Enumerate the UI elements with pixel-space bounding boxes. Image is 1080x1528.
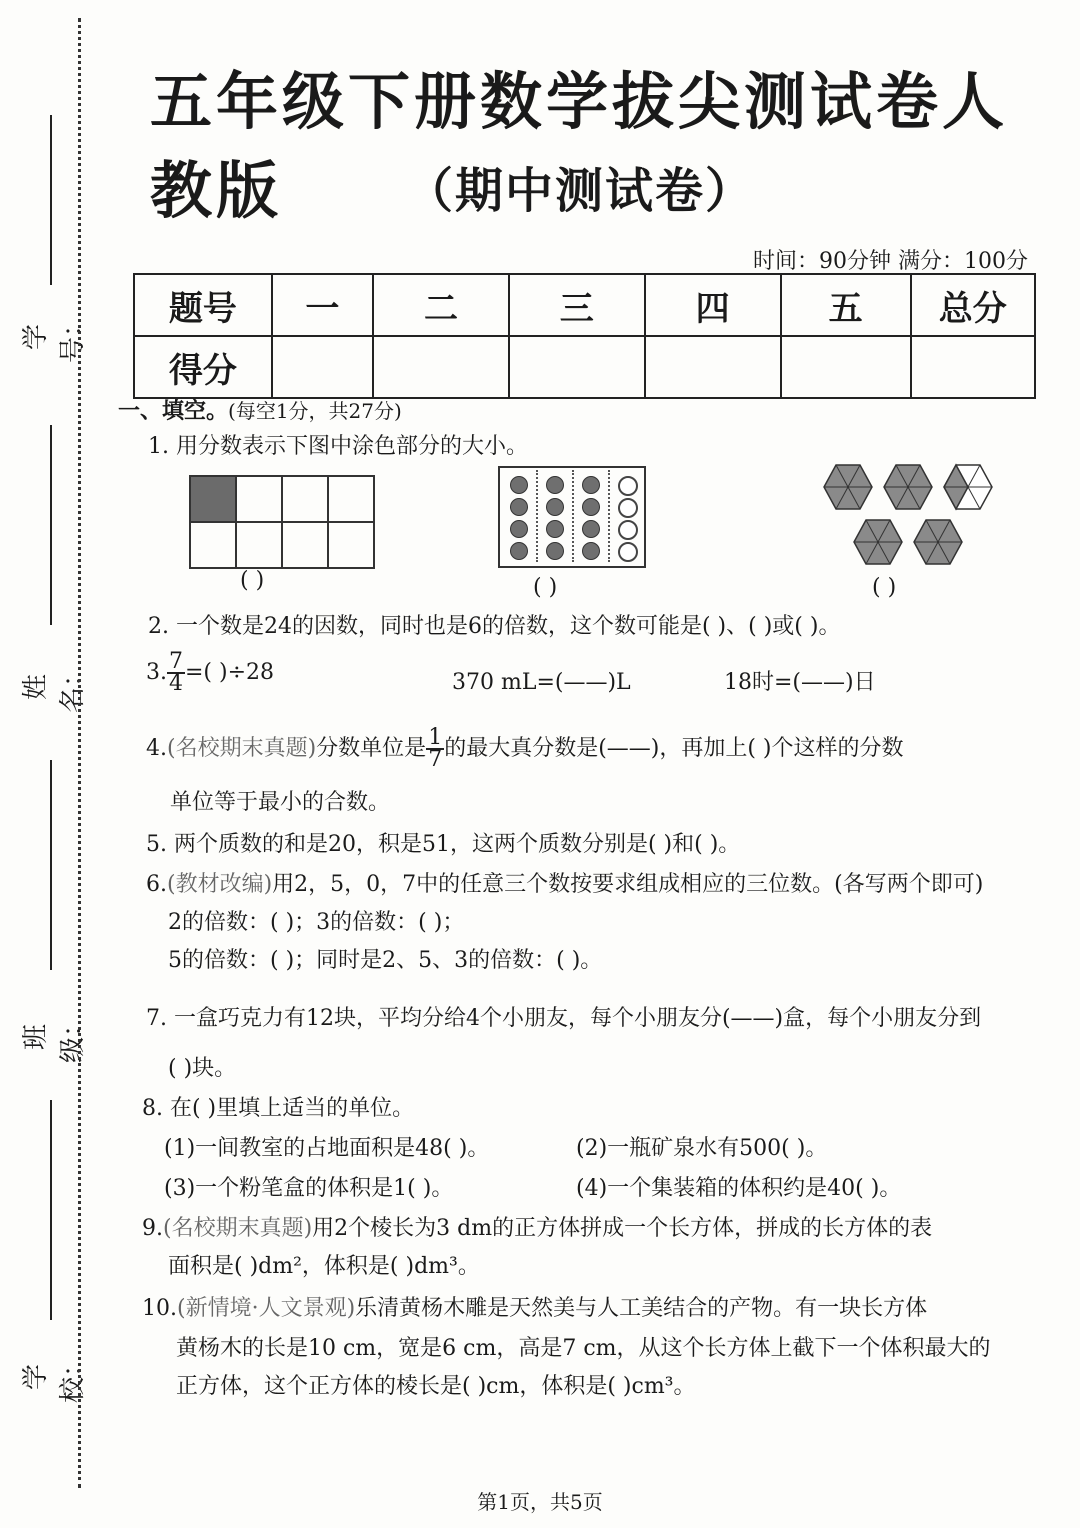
page-title: 五年级下册数学拔尖测试卷人教版 bbox=[150, 65, 1009, 227]
section-heading bbox=[118, 394, 402, 425]
section-title: 一、填空。 bbox=[118, 398, 229, 424]
filled-dot bbox=[582, 476, 600, 494]
filled-dot bbox=[546, 476, 564, 494]
question-3c: 18时=(——)日 bbox=[724, 670, 876, 695]
class-line bbox=[50, 760, 52, 970]
filled-dot bbox=[510, 520, 528, 538]
student-id-label: 学号： bbox=[21, 311, 88, 364]
q9-text: 用2个棱长为3 dm的正方体拼成一个长方体，拼成的长方体的表 bbox=[312, 1216, 933, 1241]
q9-number: 9. bbox=[142, 1216, 163, 1241]
grid-cell bbox=[282, 522, 328, 568]
score-header-label: 题号 bbox=[134, 274, 272, 336]
dots-divider bbox=[572, 470, 574, 562]
q1-answer-blank-2[interactable]: ( ) bbox=[533, 575, 558, 600]
q1-answer-blank-1[interactable]: ( ) bbox=[240, 568, 265, 593]
score-header-1: 一 bbox=[272, 274, 373, 336]
score-header-3: 三 bbox=[509, 274, 645, 336]
grid-cell bbox=[236, 522, 282, 568]
score-row-label: 得分 bbox=[134, 336, 272, 398]
fraction-grid-figure bbox=[189, 475, 375, 569]
question-10 bbox=[142, 1294, 927, 1324]
score-cell-1[interactable] bbox=[272, 336, 373, 398]
question-3b: 370 mL=(——)L bbox=[452, 670, 631, 695]
school-label: 学校： bbox=[21, 1351, 88, 1404]
score-cell-total[interactable] bbox=[911, 336, 1035, 398]
score-header-4: 四 bbox=[645, 274, 781, 336]
name-line bbox=[50, 425, 52, 625]
name-label: 姓名： bbox=[21, 661, 88, 714]
q10-note: (新情境·人文景观) bbox=[177, 1296, 356, 1321]
q4-note: (名校期末真题) bbox=[167, 736, 317, 761]
binding-dotted-line bbox=[78, 18, 81, 1488]
question-7-line2: ( )块。 bbox=[168, 1056, 237, 1081]
q4-text2: 的最大真分数是(——)，再加上( )个这样的分数 bbox=[444, 736, 904, 761]
q9-note: (名校期末真题) bbox=[163, 1216, 313, 1241]
dots-figure bbox=[498, 466, 646, 568]
score-cell-5[interactable] bbox=[781, 336, 911, 398]
score-cell-2[interactable] bbox=[373, 336, 509, 398]
filled-dot bbox=[546, 498, 564, 516]
filled-dot bbox=[546, 542, 564, 560]
score-table bbox=[133, 273, 1036, 399]
school-line bbox=[50, 1100, 52, 1320]
grid-cell bbox=[282, 476, 328, 522]
question-5: 5. 两个质数的和是20，积是51，这两个质数分别是( )和( )。 bbox=[146, 832, 741, 857]
question-9 bbox=[142, 1214, 932, 1244]
question-9-line2: 面积是( )dm²，体积是( )dm³。 bbox=[168, 1254, 480, 1279]
q10-number: 10. bbox=[142, 1296, 177, 1321]
section-points: (每空1分，共27分) bbox=[228, 399, 402, 423]
page-footer: 第1页，共5页 bbox=[477, 1490, 603, 1514]
q3-number: 3. bbox=[146, 660, 167, 685]
question-6a: 2的倍数：( )；3的倍数：( )； bbox=[168, 910, 465, 935]
grid-cell bbox=[328, 476, 374, 522]
q3-numerator: 7 bbox=[169, 649, 183, 674]
score-header-total: 总分 bbox=[911, 274, 1035, 336]
q3-fraction bbox=[167, 649, 185, 696]
q3-rest: =( )÷28 bbox=[185, 660, 275, 685]
grid-shaded-cell bbox=[190, 476, 236, 522]
question-1: 1. 用分数表示下图中涂色部分的大小。 bbox=[148, 434, 528, 459]
filled-dot bbox=[582, 542, 600, 560]
q4-denominator: 7 bbox=[428, 747, 443, 772]
filled-dot bbox=[510, 498, 528, 516]
q3-denominator: 4 bbox=[169, 671, 183, 696]
question-2: 2. 一个数是24的因数，同时也是6的倍数，这个数可能是( )、( )或( )。 bbox=[148, 614, 841, 639]
score-cell-4[interactable] bbox=[645, 336, 781, 398]
dots-divider bbox=[536, 470, 538, 562]
score-header-2: 二 bbox=[373, 274, 509, 336]
q6-note: (教材改编) bbox=[167, 872, 273, 897]
question-8-1: (1)一间教室的占地面积是48( )。 bbox=[164, 1136, 490, 1161]
question-4-line2: 单位等于最小的合数。 bbox=[170, 790, 391, 815]
dots-divider bbox=[608, 470, 610, 562]
grid-cell bbox=[190, 522, 236, 568]
q6-text: 用2，5，0，7中的任意三个数按要求组成相应的三位数。(各写两个即可) bbox=[272, 872, 984, 897]
score-header-5: 五 bbox=[781, 274, 911, 336]
grid-cell bbox=[236, 476, 282, 522]
filled-dot bbox=[582, 520, 600, 538]
question-8: 8. 在( )里填上适当的单位。 bbox=[142, 1096, 415, 1121]
grid-cell bbox=[328, 522, 374, 568]
score-cell-3[interactable] bbox=[509, 336, 645, 398]
question-10-line3: 正方体，这个正方体的棱长是( )cm，体积是( )cm³。 bbox=[176, 1374, 696, 1399]
q1-answer-blank-3[interactable]: ( ) bbox=[872, 575, 897, 600]
question-8-3: (3)一个粉笔盒的体积是1( )。 bbox=[164, 1176, 454, 1201]
question-6b: 5的倍数：( )；同时是2、5、3的倍数：( )。 bbox=[168, 948, 603, 973]
filled-dot bbox=[510, 542, 528, 560]
question-7: 7. 一盒巧克力有12块，平均分给4个小朋友，每个小朋友分(——)盒，每个小朋友分到 bbox=[146, 1006, 982, 1031]
hollow-dot bbox=[618, 520, 638, 540]
question-10-line2: 黄杨木的长是10 cm，宽是6 cm，高是7 cm，从这个长方体上截下一个体积最大的 bbox=[176, 1336, 991, 1361]
page-subtitle: （期中测试卷） bbox=[404, 163, 755, 219]
class-label: 班级： bbox=[21, 1011, 88, 1064]
q4-fraction bbox=[426, 725, 444, 772]
q4-text: 分数单位是 bbox=[316, 736, 427, 761]
exam-meta: 时间：90分钟 满分：100分 bbox=[753, 249, 1028, 274]
hollow-dot bbox=[618, 498, 638, 518]
q10-text: 乐清黄杨木雕是天然美与人工美结合的产物。有一块长方体 bbox=[355, 1296, 928, 1321]
q4-number: 4. bbox=[146, 736, 167, 761]
question-8-2: (2)一瓶矿泉水有500( )。 bbox=[576, 1136, 828, 1161]
hollow-dot bbox=[618, 476, 638, 496]
question-6 bbox=[146, 870, 983, 900]
q4-numerator: 1 bbox=[428, 725, 443, 750]
filled-dot bbox=[510, 476, 528, 494]
question-8-4: (4)一个集装箱的体积约是40( )。 bbox=[576, 1176, 902, 1201]
filled-dot bbox=[582, 498, 600, 516]
q6-number: 6. bbox=[146, 872, 167, 897]
hollow-dot bbox=[618, 542, 638, 562]
question-4 bbox=[146, 725, 904, 772]
filled-dot bbox=[546, 520, 564, 538]
hexagon-figure bbox=[820, 462, 1000, 574]
question-3a bbox=[146, 649, 275, 696]
